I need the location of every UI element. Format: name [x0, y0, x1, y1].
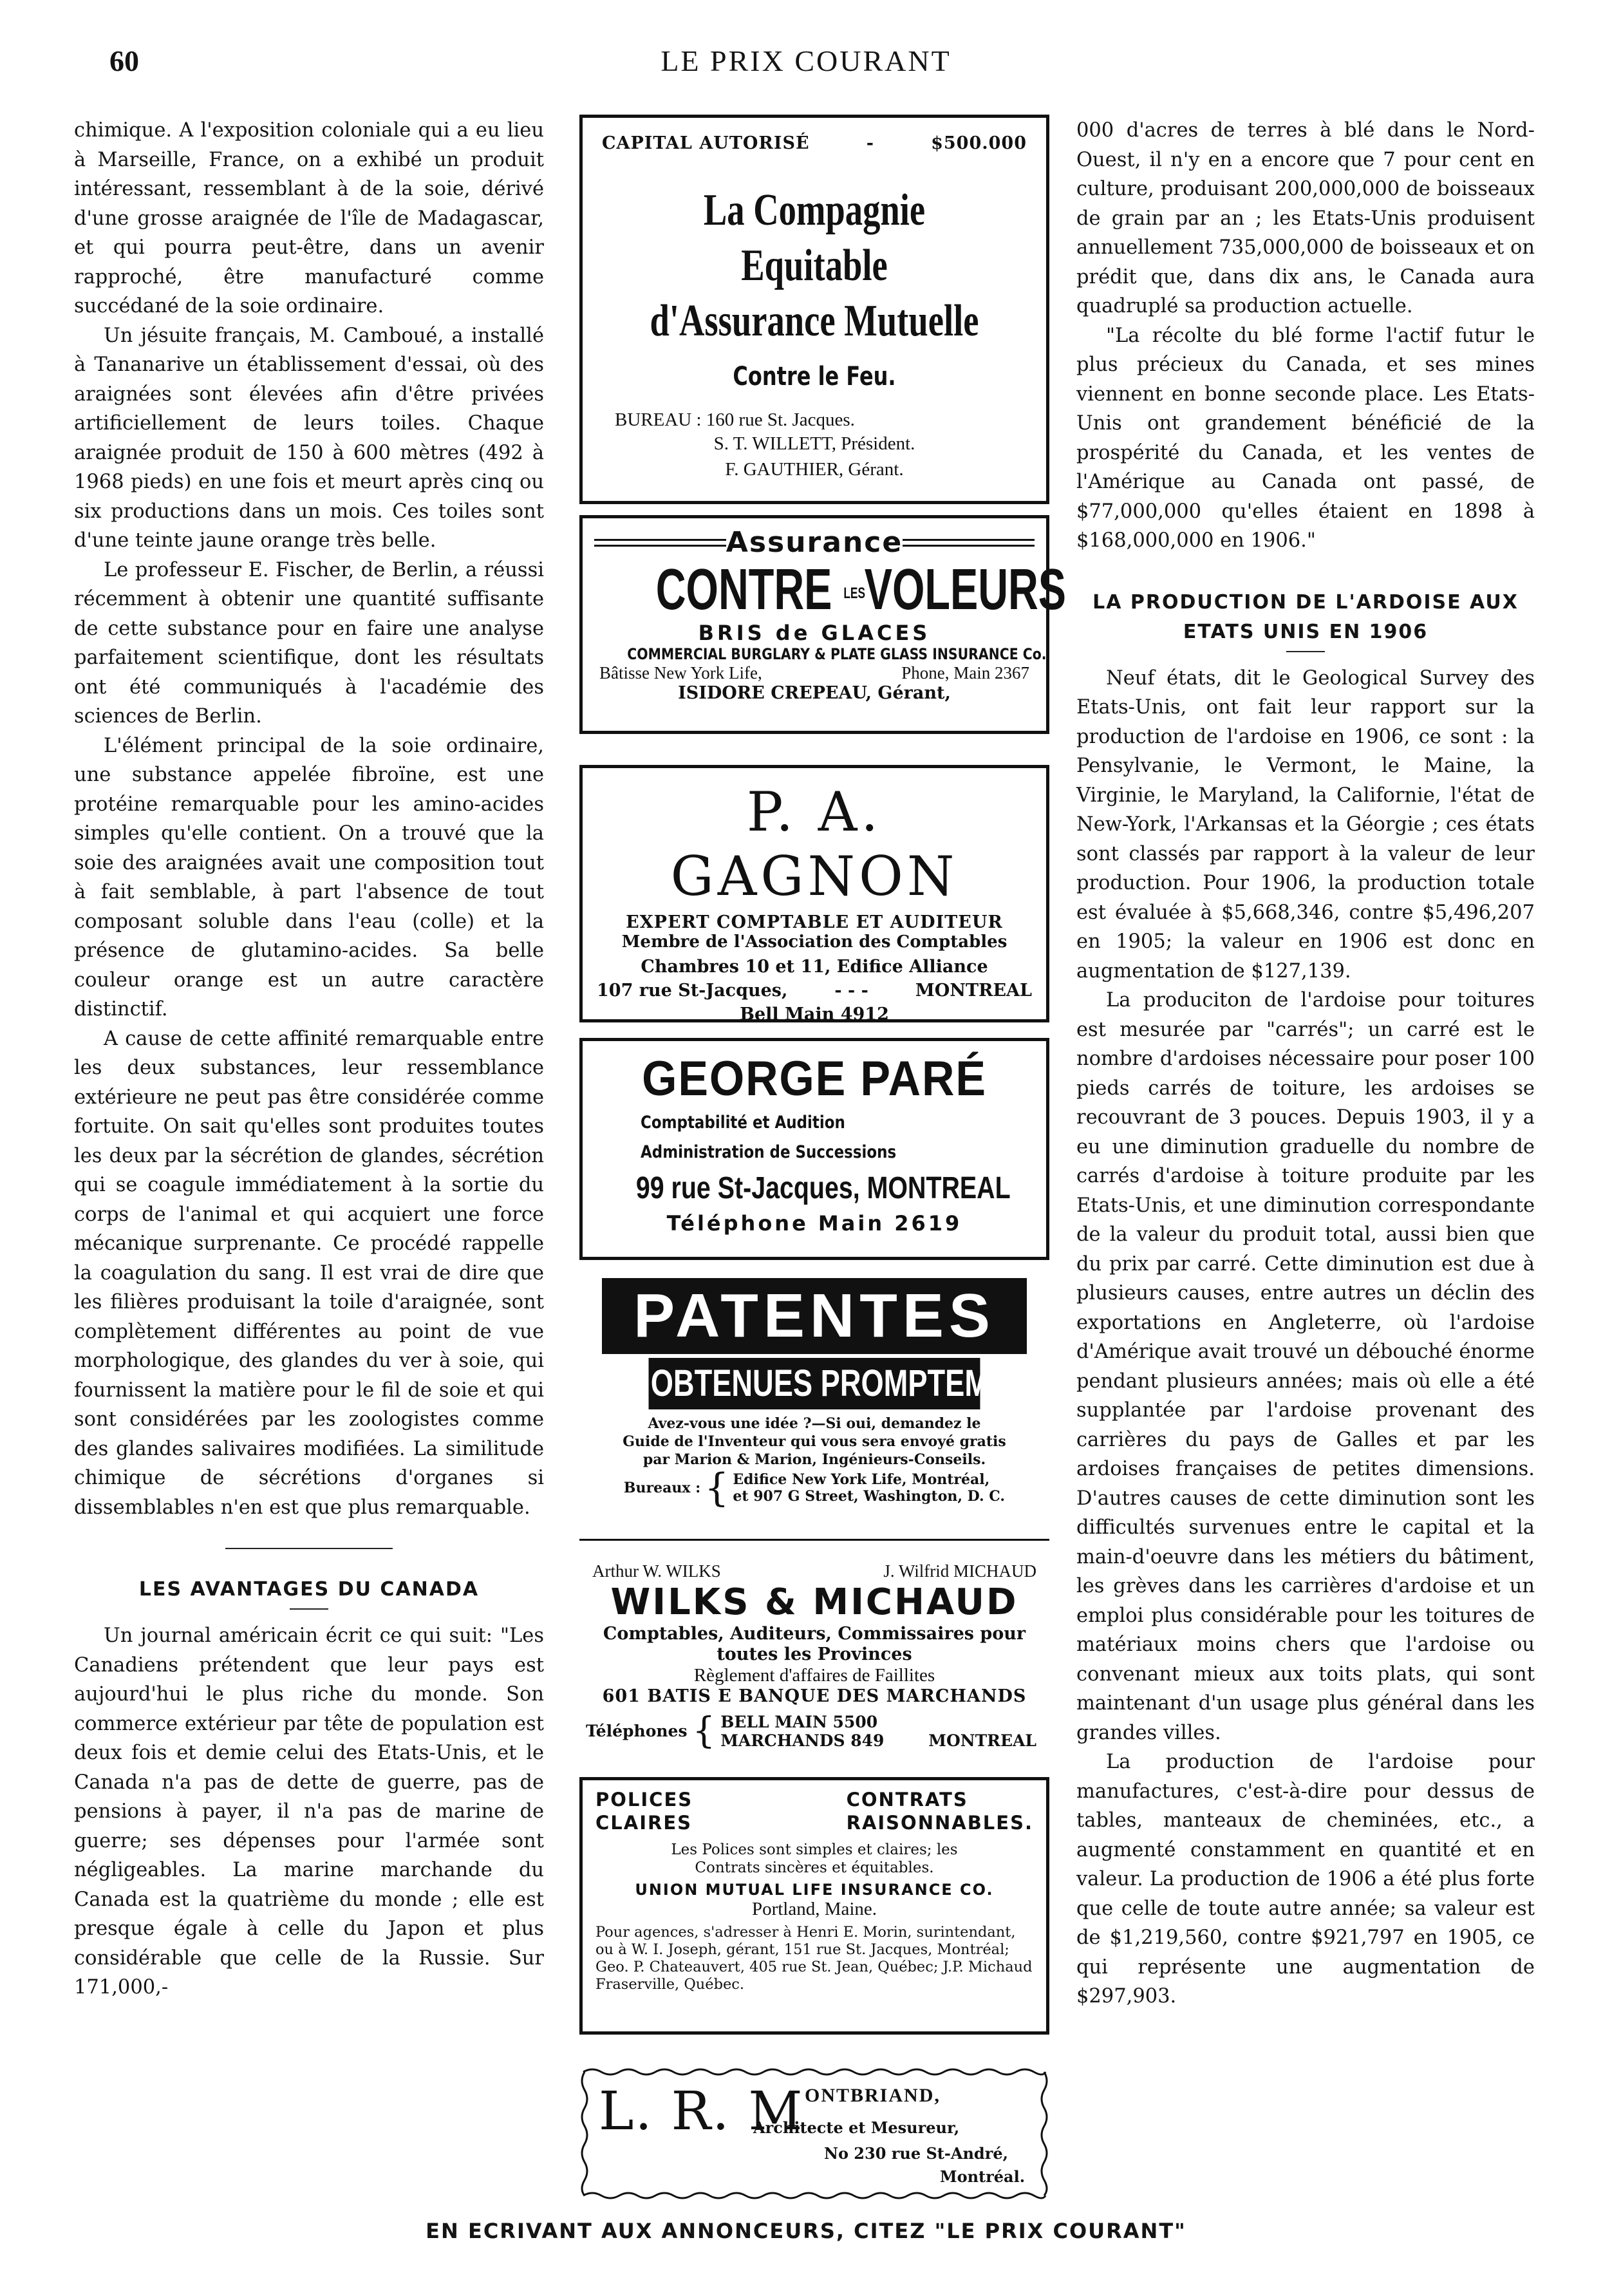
- ad-pare: [579, 1038, 1049, 1260]
- patentes-line1: Avez-vous une idée ?—Si oui, demandez le: [648, 1415, 981, 1432]
- company-name-line1: La Compagnie Equitable: [703, 185, 926, 290]
- patentes-title: PATENTES: [602, 1278, 1027, 1354]
- president: S. T. WILLETT, Président.: [713, 433, 915, 454]
- slogan-left-2: CLAIRES: [595, 1812, 693, 1834]
- building: Bâtisse New York Life,: [599, 663, 762, 682]
- article-paragraph: Neuf états, dit le Geological Survey des Etats-Unis, ont fait leur rapport sur la production de l'ardoise en 1906, ce sont : la Pensylvanie, le Vermont, le Maine, la Virginie, le Maryland, la Californie, l'état de New-York, l'Arkansas et la Géorgie ; ces états sont classés par rapport à la valeur de leur production. Pour 1906, la production totale est évaluée à $5,668,346, contre $5,496,207 en 1905; la valeur en 1906 est donc en augmentation de $127,139.: [1076, 666, 1535, 983]
- ad-gagnon: [579, 765, 1049, 1022]
- capital-value: $500.000: [931, 133, 1027, 153]
- article-paragraph: L'élément principal de la soie ordinaire, une substance appelée fibroïne, est une protéine remarquable pour les amino-acides simples qu'elle contient. On a trouvé que la soie des araignées avait une composition tout à fait semblable, à part l'absence de tout composant soluble dans l'eau (colle) et la présence de glutamino-acides. Sa belle couleur orange est un autre caractère distinctif.: [74, 734, 544, 1021]
- capital-label: CAPITAL AUTORISÉ: [602, 133, 810, 153]
- footer-notice: EN ECRIVANT AUX ANNONCEURS, CITEZ "LE PRIX COURANT": [426, 2219, 1186, 2243]
- profession: Architecte et Mesureur,: [753, 2118, 960, 2137]
- section-heading: LES AVANTAGES DU CANADA: [138, 1578, 480, 1601]
- article-paragraph: A cause de cette affinité remarquable entre les deux substances, leur ressemblance extérieure ne peut pas être considérée comme fortuite. On sait qu'elles sont produites toutes les deux par la sécrétion de glandes, sécrétion qui se coagule immédiatement à la sortie du corps de l'animal et qui acquiert une force mécanique surprenante. Ce procédé rappelle la coagulation du sang. Il est vrai de dire que les filières produisant la toile d'araignée, sont complètement différentes au point de vue morphologique, des glandes du ver à soie, qui fournissent la matière pour le fil de soie et qui sont considérées par les zoologistes comme des glandes salivaires modifiées. La similitude chimique de sécrétions d'organes si dissemblables n'en est que plus remarquable.: [74, 1027, 544, 1519]
- company-name-line3: Contre le Feu.: [733, 362, 896, 391]
- heading-dash: [290, 1608, 328, 1610]
- article-paragraph: Le professeur E. Fischer, de Berlin, a réussi récemment à obtenir une quantité suffisante de cette substance pour en faire une analyse parfaitement scientifique, dont les résultats ont été communiqués à l'académie des sciences de Berlin.: [74, 558, 544, 728]
- city: MONTREAL: [915, 981, 1032, 1001]
- street-address: No 230 rue St-André,: [824, 2144, 1008, 2163]
- ad-voleurs: [579, 515, 1067, 734]
- address-phone-line: [594, 663, 1035, 683]
- partner-right: J. Wilfrid MICHAUD: [883, 1561, 1036, 1581]
- bureaux-label: Bureaux :: [623, 1480, 701, 1496]
- banner-rule: [594, 539, 726, 547]
- ad-patentes: [579, 1278, 1049, 1510]
- service-line2: Administration de Successions: [641, 1142, 897, 1162]
- city: Montréal.: [940, 2167, 1026, 2186]
- tel-bell: BELL MAIN 5500: [720, 1712, 878, 1731]
- firm-address: 601 BATIS E BANQUE DES MARCHANDS: [602, 1686, 1027, 1706]
- contre-les-voleurs: [655, 558, 1067, 622]
- page-number: 60: [109, 44, 139, 77]
- ad-divider: [579, 1539, 1049, 1541]
- street-address: 99 rue St-Jacques, MONTREAL: [635, 1171, 1011, 1205]
- chambers: Chambres 10 et 11, Edifice Alliance: [641, 957, 988, 977]
- article-paragraph: 000 d'acres de terres à blé dans le Nord-Ouest, il n'y en a encore que 7 pour cent en culture, produisant 200,000,000 de boisseaux de grain par an ; les Etats-Unis produisent annuellement 735,000,000 de boisseaux et on prédit que, dans dix ans, le Canada aura quadruplé sa production actuelle.: [1076, 119, 1535, 317]
- partner-names: [586, 1561, 1043, 1581]
- section-heading: LA PRODUCTION DE L'ARDOISE AUX ETATS UNIS EN 1906: [1092, 590, 1519, 643]
- company-name-line2: d'Assurance Mutuelle: [650, 296, 979, 346]
- heading-dash: [1286, 651, 1325, 652]
- firm-name: WILKS & MICHAUD: [610, 1581, 1018, 1623]
- insurance-company: COMMERCIAL BURGLARY & PLATE GLASS INSURANCE Co.: [627, 645, 1047, 663]
- article-paragraph: Un journal américain écrit ce qui suit: "Les Canadiens prétendent que leur pays est aujourd'hui le plus riche du monde. Son commerce extérieur par tête de population est deux fois et demie celui des Etats-Unis, et le Canada n'a pas de dette de guerre, pas de pensions à payer, il n'a pas de marine de guerre; ses dépenses pour l'armée sont négligeables. La marine marchande du Canada est la quatrième du monde ; elle est presque égale à celle du Japon et plus considérable que celle de la Russie. Sur 171,000,-: [74, 1624, 544, 1999]
- voleurs-word: VOLEURS: [864, 558, 1067, 622]
- telephone: Bell Main 4912: [740, 1004, 889, 1024]
- city: MONTREAL: [928, 1731, 1036, 1750]
- article-paragraph: La produciton de l'ardoise pour toitures est mesurée par "carrés"; un carré est le nombre d'ardoises nécessaire pour poser 100 pieds carrés de toiture, les ardoises se recouvrant de 3 pouces. Depuis 1903, il y a eu une diminution graduelle du nombre de carrés d'ardoise à toiture produite par les Etats-Unis, et une diminution correspondante de la valeur du produit total, aussi bien que du prix par carré. Cette diminution est due à plusieurs causes, entre autres un déclin des exportations en Angleterre, où l'ardoise d'Amérique avait trouvé un débouché énorme pendant plusieurs années; mais où elle a été supplantée par l'ardoise provenant des carrières du pays de Galles et par les ardoises françaises de petites dimensions. D'autres causes de cette diminution sont les difficultés survenues entre le capital et la main-d'oeuvre dans les métiers du bâtiment, les grèves dans les carrières d'ardoise et un emploi plus considérable pour les toitures de matériaux moins chers que l'ardoise ou convenant mieux aux toits plats, qui sont maintenant d'un usage plus général dans les grandes villes.: [1076, 989, 1535, 1744]
- slogan-left-1: POLICES: [595, 1789, 693, 1811]
- membership: Membre de l'Association des Comptables: [621, 932, 1008, 952]
- assurance-label: Assurance: [726, 526, 903, 559]
- bureau-address: BUREAU : 160 rue St. Jacques.: [615, 409, 855, 430]
- section-divider: [225, 1548, 393, 1549]
- surname: ONTBRIAND,: [805, 2085, 941, 2106]
- banner-rule: [903, 539, 1035, 547]
- agent: ISIDORE CREPEAU, Gérant,: [678, 683, 951, 703]
- right-column: [1076, 116, 1535, 2011]
- contre-word: CONTRE: [655, 558, 832, 622]
- address-line: [597, 981, 1032, 1001]
- partner-left: Arthur W. WILKS: [592, 1561, 721, 1581]
- slogan-right-1: CONTRATS: [846, 1789, 968, 1811]
- dashes: - - -: [834, 981, 868, 1001]
- profession: EXPERT COMPTABLE ET AUDITEUR: [626, 912, 1003, 932]
- firm-line2: toutes les Provinces: [717, 1644, 912, 1664]
- initials: L. R. M: [599, 2081, 804, 2142]
- left-column: [74, 116, 544, 2002]
- ad-equitable: [579, 115, 1049, 504]
- firm-line1: Comptables, Auditeurs, Commissaires pour: [603, 1624, 1026, 1644]
- patentes-subtitle: OBTENUES PROMPTEMENT: [649, 1358, 980, 1409]
- manager: F. GAUTHIER, Gérant.: [725, 459, 904, 480]
- patentes-bureaux: [586, 1465, 1043, 1510]
- policy-line2: Contrats sincères et équitables.: [695, 1859, 934, 1876]
- telephones-line: [586, 1710, 1043, 1752]
- advertiser-name: GEORGE PARÉ: [642, 1051, 987, 1106]
- telephone: Téléphone Main 2619: [666, 1211, 962, 1236]
- article-paragraph: "La récolte du blé forme l'actif futur le plus précieux du Canada, et ses mines viennent en bonne seconde place. Les Etats-Unis ont grandement bénéficié de la prospérité du Canada, et les ventes de l'Amérique au Canada ont passé, de $77,000,000 qu'elles étaient en 1898 à $168,000,000 en 1906.": [1076, 324, 1535, 552]
- firm-line3: Règlement d'affaires de Faillites: [693, 1665, 935, 1686]
- patentes-line3: par Marion & Marion, Ingénieurs-Conseils.: [642, 1451, 986, 1468]
- brace-icon: {: [704, 1465, 729, 1510]
- ad-montbriand: [579, 2065, 1049, 2202]
- bureau-2: et 907 G Street, Washington, D. C.: [733, 1488, 1006, 1505]
- company-city: Portland, Maine.: [751, 1899, 877, 1919]
- street-address: 107 rue St-Jacques,: [597, 981, 788, 1001]
- policy-line1: Les Polices sont simples et claires; les: [671, 1841, 958, 1858]
- article-paragraph: Un jésuite français, M. Camboué, a installé à Tananarive un établissement d'essai, où des araignées sont élevées afin d'être privées artificiellement de leurs toiles. Chaque araignée produit de 150 à 600 mètres (492 à 1968 pieds) en une fois et meurt après cinq ou six productions dans un mois. Ces toiles sont d'une teinte jaune orange très belle.: [74, 324, 544, 552]
- telephones-label: Téléphones: [586, 1722, 688, 1740]
- agents-text: Pour agences, s'adresser à Henri E. Morin, surintendant, ou à W. I. Joseph, gérant, 151 rue St. Jacques, Montréal; Geo. P. Chateauvert, 405 rue St. Jean, Québec; J.P. Michaud Fraserville, Québec.: [595, 1924, 1033, 1993]
- company-name: UNION MUTUAL LIFE INSURANCE CO.: [635, 1881, 994, 1899]
- ad-union-mutual: [579, 1777, 1049, 2035]
- tel-marchands: MARCHANDS 849: [720, 1731, 885, 1750]
- les-word: LES: [843, 585, 865, 603]
- brace-icon: {: [692, 1710, 716, 1752]
- phone: Phone, Main 2367: [901, 663, 1029, 682]
- capital-dash: -: [866, 133, 874, 153]
- bris-de-glaces: BRIS de GLACES: [698, 621, 931, 645]
- patentes-line2: Guide de l'Inventeur qui vous sera envoyé gratis: [623, 1433, 1006, 1450]
- slogan-right-2: RAISONNABLES.: [846, 1812, 1033, 1834]
- journal-title: LE PRIX COURANT: [661, 44, 951, 77]
- service-line1: Comptabilité et Audition: [641, 1113, 845, 1133]
- slogan-row: [595, 1788, 1033, 1834]
- article-paragraph: chimique. A l'exposition coloniale qui a eu lieu à Marseille, France, on a exhibé un produit intéressant, ressemblant à de la soie, dérivé d'une grosse araignée de l'île de Madagascar, et qui pourra peut-être, dans un avenir rapproché, être manufacturé comme succédané de la soie ordinaire.: [74, 119, 544, 317]
- bureau-1: Edifice New York Life, Montréal,: [733, 1471, 990, 1488]
- capital-line: [602, 133, 1027, 153]
- article-paragraph: La production de l'ardoise pour manufactures, c'est-à-dire pour dessus de tables, manteaux de cheminées, etc., a augmenté constamment en quantité et en valeur. La production de 1906 a été plus forte que celle de toute autre année; sa valeur est de $1,219,560, contre $921,797 en 1905, ce qui représente une augmentation de $297,903.: [1076, 1751, 1535, 2008]
- advertiser-name: P. A. GAGNON: [670, 780, 959, 908]
- ad-wilks-michaud: [579, 1561, 1049, 1774]
- assurance-banner: [594, 526, 1035, 559]
